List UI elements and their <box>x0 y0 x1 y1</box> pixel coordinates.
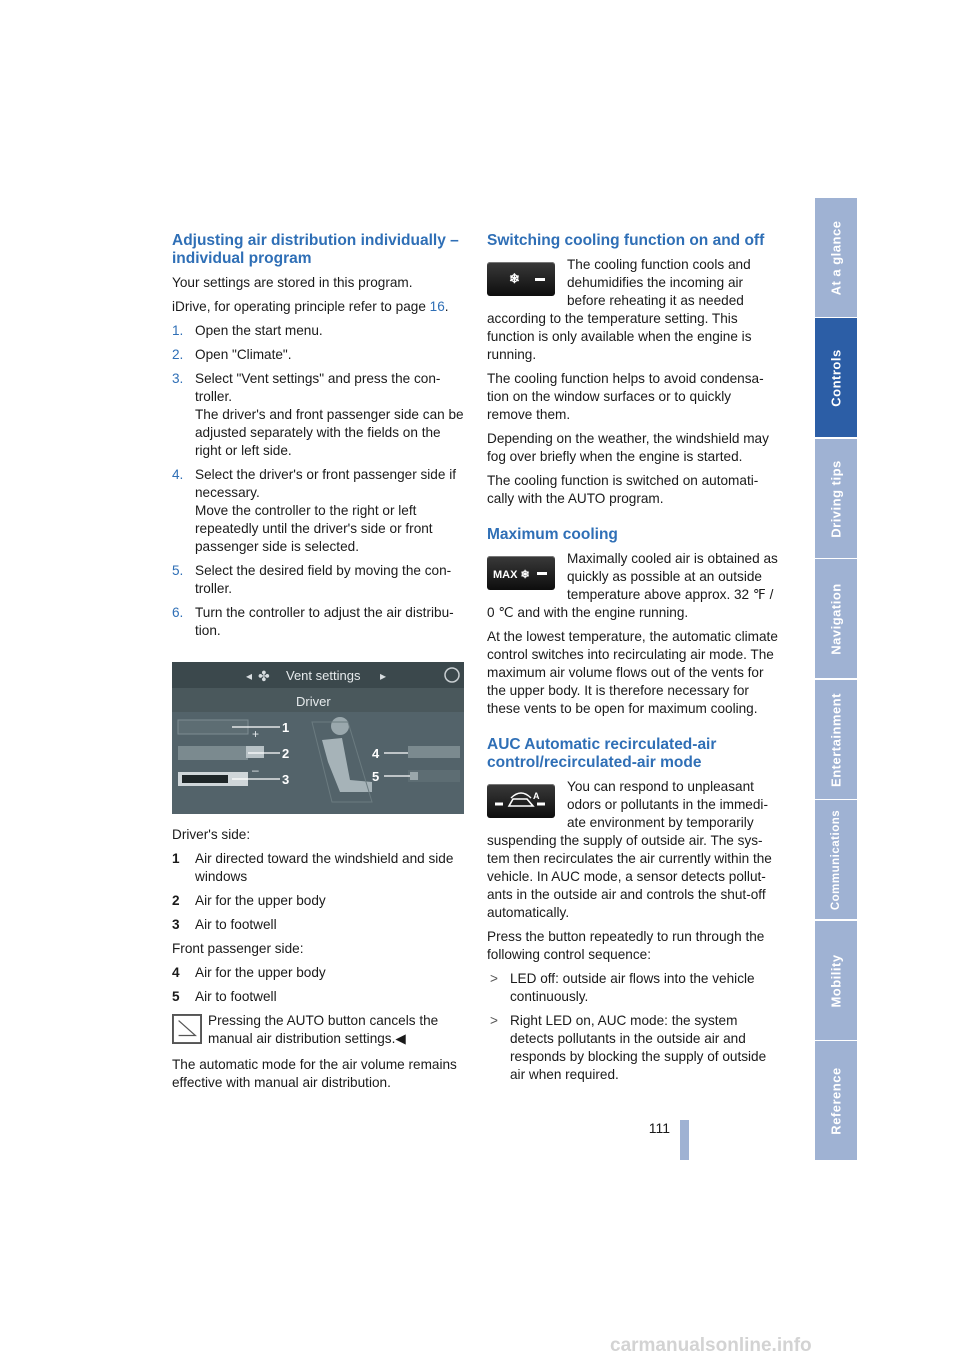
step-item: 4. Select the driver's or front passenger side if necessary. Move the controller to the right or left repeatedly until the driver's side or front passenger side is selected. <box>172 467 457 554</box>
steps-list <box>172 322 464 640</box>
max-cooling-button-icon: MAX ❄ <box>487 556 555 590</box>
idrive-reference: iDrive, for operating principle refer to page 16. <box>172 299 449 314</box>
tab-communications[interactable]: Communications <box>815 800 857 919</box>
page-number-bar <box>680 1120 689 1160</box>
legend-item: 4 Air for the upper body <box>172 965 326 980</box>
cooling-paragraph-2: The cooling function helps to avoid condensation on the window surfaces or to quickly remove them. <box>487 371 764 422</box>
closing-paragraph: The automatic mode for the air volume remains effective with manual air distribution. <box>172 1057 457 1090</box>
recirculated-air-car-icon <box>487 784 555 818</box>
callout-3: 3 <box>282 772 290 787</box>
section-heading-air-distribution: Adjusting air distribution individually – individual program <box>172 232 459 267</box>
tab-navigation[interactable]: Navigation <box>815 559 857 678</box>
list-item: > Right LED on, AUC mode: the system detects pollutants in the outside air and responds by blocking the supply of outside air when required. <box>490 1013 767 1082</box>
note-arrow-icon <box>172 1014 202 1044</box>
auc-paragraph-2: Press the button repeatedly to run through the following control sequence: <box>487 929 765 962</box>
svg-text:–: – <box>252 763 259 777</box>
cooling-paragraph-3: Depending on the weather, the windshield may fog over briefly when the engine is started. <box>487 431 769 464</box>
vent-settings-screen <box>172 662 464 814</box>
right-column <box>487 232 779 1090</box>
page-number: 111 <box>648 1120 670 1136</box>
watermark: carmanualsonline.info <box>610 1335 812 1356</box>
tab-at-a-glance[interactable]: At a glance <box>815 198 857 317</box>
callout-4: 4 <box>372 746 380 761</box>
auc-sequence-list <box>487 970 779 1084</box>
callout-2: 2 <box>282 746 290 761</box>
section-heading-auc: AUC Automatic recirculated-air control/recirculated-air mode <box>487 736 717 771</box>
step-item: 6. Turn the controller to adjust the air distribution. <box>172 605 454 638</box>
note-text: Pressing the AUTO button cancels the manual air distribution settings.◀ <box>208 1013 439 1046</box>
section-heading-max-cooling: Maximum cooling <box>487 526 618 543</box>
step-item: 3. Select "Vent settings" and press the controller. The driver's and front passenger side can be adjusted separately with the fields on the right or left side. <box>172 371 464 458</box>
legend-item: 2 Air for the upper body <box>172 893 326 908</box>
step-item: 2. Open "Climate". <box>172 347 292 362</box>
vent-settings-illustration <box>172 662 464 814</box>
list-item: > LED off: outside air flows into the vehicle continuously. <box>490 971 755 1004</box>
passenger-side-label: Front passenger side: <box>172 941 304 956</box>
tab-controls[interactable]: Controls <box>815 318 857 437</box>
legend-item: 3 Air to footwell <box>172 917 277 932</box>
max-cooling-paragraph-2: At the lowest temperature, the automatic climate control switches into recirculating air mode. The maximum air volume flows out of the vents for the upper body. It is therefore necessary for these vents to be open for maximum cooling. <box>487 629 778 716</box>
page-reference-link[interactable]: 16 <box>429 299 445 314</box>
drivers-side-label: Driver's side: <box>172 827 251 842</box>
screen-side-label: Driver <box>296 694 331 709</box>
callout-5: 5 <box>372 769 380 784</box>
tab-driving-tips[interactable]: Driving tips <box>815 439 857 558</box>
drivers-side-legend <box>172 850 464 934</box>
note-box <box>172 1012 464 1048</box>
screen-title: Vent settings <box>286 668 361 683</box>
auc-paragraph-1: You can respond to unpleasant odors or pollutants in the immediate environment by temporarily suspending the supply of outside air. The system then recirculates the air currently within the vehicle. In AUC mode, a sensor detects pollutants in the outside air and controls the shut-off automatically. <box>487 779 772 920</box>
step-item: 1. Open the start menu. <box>172 323 323 338</box>
svg-text:◂: ◂ <box>246 669 253 683</box>
max-cooling-block <box>487 550 779 622</box>
legend-item: 1 Air directed toward the windshield and side windows <box>172 851 454 884</box>
tab-entertainment[interactable]: Entertainment <box>815 680 857 799</box>
vent-bar-passenger-upper-body[interactable] <box>408 746 460 758</box>
intro-paragraph: Your settings are stored in this program. <box>172 275 413 290</box>
svg-text:+: + <box>252 727 260 741</box>
cooling-block <box>487 256 779 364</box>
passenger-side-legend <box>172 964 464 1006</box>
tab-mobility[interactable]: Mobility <box>815 921 857 1040</box>
auc-block <box>487 778 779 922</box>
cooling-paragraph-1: The cooling function cools and dehumidifies the incoming air before reheating it as needed according to the temperature setting. This function is only available when the engine is running. <box>487 257 752 362</box>
svg-text:▸: ▸ <box>380 669 387 683</box>
tab-reference[interactable]: Reference <box>815 1041 857 1160</box>
auc-button-icon: A <box>487 784 555 818</box>
cooling-paragraph-4: The cooling function is switched on automatically with the AUTO program. <box>487 473 759 506</box>
cooling-button-icon: ❄ <box>487 262 555 296</box>
fan-icon: ✤ <box>258 669 270 685</box>
vent-bar-upper-body[interactable] <box>178 746 248 760</box>
legend-item: 5 Air to footwell <box>172 989 277 1004</box>
left-column <box>172 232 464 1098</box>
chapter-tabs <box>815 198 857 1160</box>
step-item: 5. Select the desired field by moving the controller. <box>172 563 452 596</box>
callout-1: 1 <box>282 720 290 735</box>
max-cooling-paragraph-1: Maximally cooled air is obtained as quickly as possible at an outside temperature above approx. 32 ℉ / 0 ℃ and with the engine running. <box>487 551 778 620</box>
occupant-head <box>331 717 349 735</box>
section-heading-cooling: Switching cooling function on and off <box>487 232 765 249</box>
